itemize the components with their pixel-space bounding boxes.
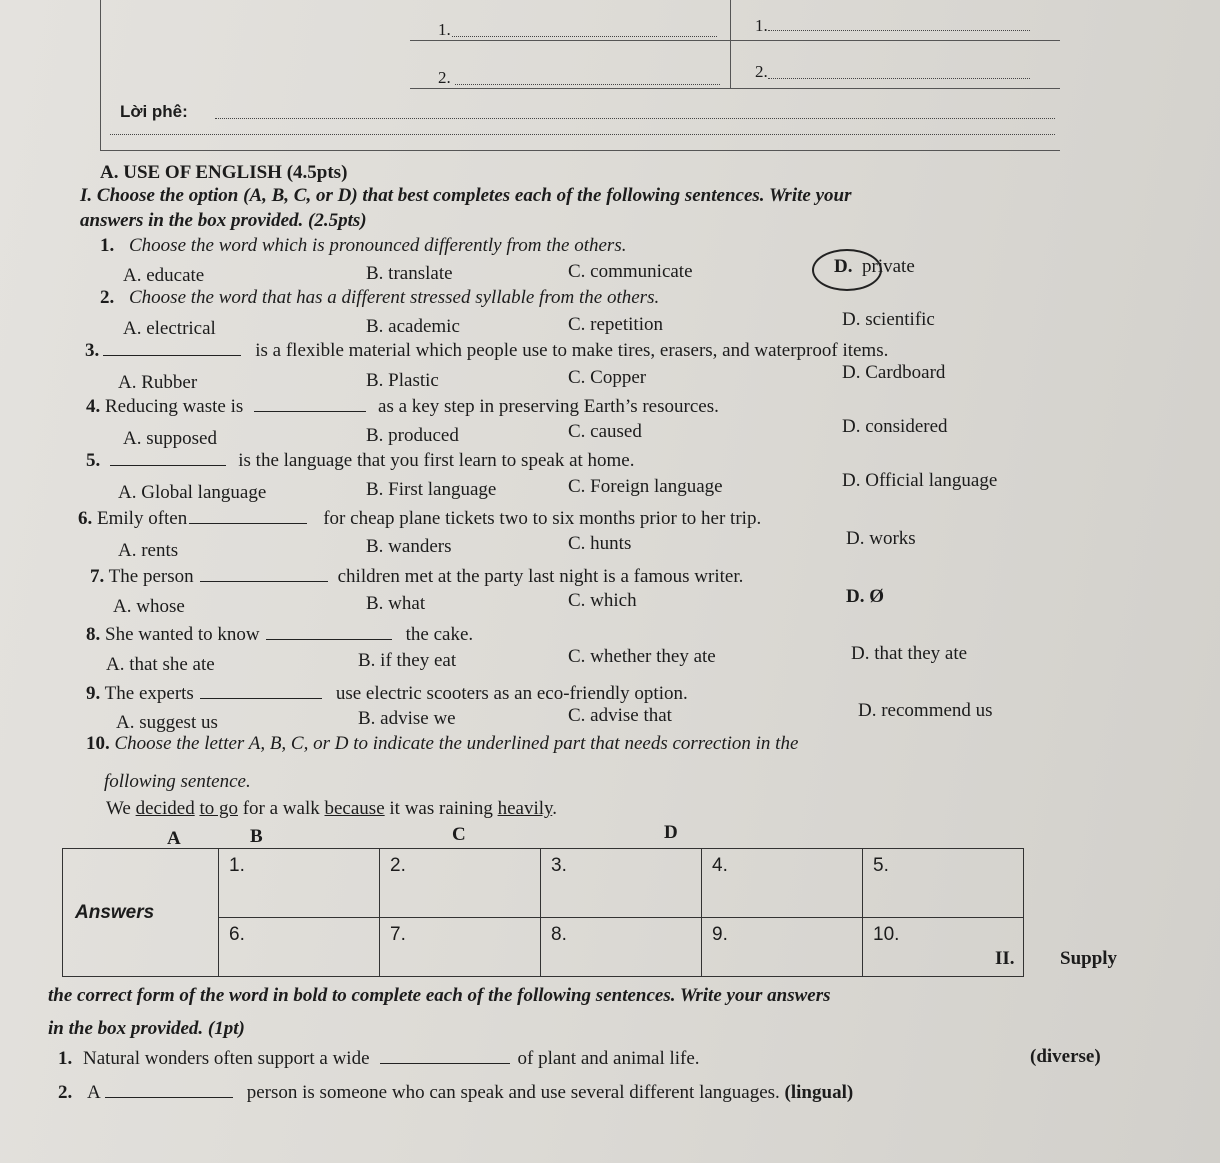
option-c: C. which [568, 590, 637, 611]
option-d: D. works [846, 528, 916, 549]
option-b: B. First language [366, 479, 497, 500]
option-a: A. that she ate [106, 654, 215, 675]
grading-box-row-line [410, 40, 1060, 41]
underlined-d: heavily [497, 798, 553, 819]
answer-blank [380, 1062, 510, 1064]
score-row1-left: 1. [438, 20, 451, 39]
option-d: D. that they ate [851, 643, 968, 664]
answers-label: Answers [63, 849, 219, 977]
option-c: C. Copper [568, 367, 647, 388]
answer-cell[interactable]: 6. [219, 918, 380, 977]
option-b: B. advise we [358, 708, 456, 729]
answer-blank [105, 1096, 233, 1098]
option-d: D. Official language [842, 470, 998, 491]
label-b: B [250, 826, 263, 847]
option-d: D. Ø [846, 586, 884, 607]
option-c: C. Foreign language [568, 476, 723, 497]
option-c: C. repetition [568, 314, 663, 335]
underlined-c: because [324, 798, 385, 819]
grading-box-row-line [410, 88, 1060, 89]
option-d: D. scientific [842, 309, 935, 330]
word-form-item-1: 1. Natural wonders often support a wide of plant and animal life. [58, 1048, 700, 1069]
grading-box-left-border [100, 0, 101, 150]
answer-blank [110, 464, 226, 466]
dotted-line [110, 134, 1055, 135]
question-6: 6. Emily often for cheap plane tickets two to six months prior to her trip. [78, 508, 762, 529]
score-row1-right: 1. [755, 16, 768, 35]
answer-blank [266, 638, 392, 640]
part1-instruction-cont: answers in the box provided. (2.5pts) [80, 210, 367, 231]
answer-cell[interactable]: 7. [380, 918, 541, 977]
dotted-line [768, 78, 1030, 79]
option-d: D. Cardboard [842, 362, 946, 383]
option-c: C. caused [568, 421, 642, 442]
question-5: 5. is the language that you first learn to speak at home. [86, 450, 635, 471]
score-row2-left: 2. [438, 68, 451, 87]
option-a: A. Rubber [118, 372, 198, 393]
question-3: 3. is a flexible material which people use to make tires, erasers, and waterproof items. [85, 340, 889, 361]
keyword-lingual: (lingual) [784, 1082, 854, 1103]
section-title: A. USE OF ENGLISH (4.5pts) [100, 162, 348, 183]
part2-instruction-cont: in the box provided. (1pt) [48, 1018, 245, 1039]
answer-circle [812, 249, 882, 291]
part1-instruction: I. Choose the option (A, B, C, or D) that best completes each of the following sentences. Write your [80, 185, 852, 206]
label-c: C [452, 824, 466, 845]
option-a: A. suggest us [116, 712, 218, 733]
option-b: B. produced [366, 425, 459, 446]
part2-number: II. [995, 948, 1015, 969]
option-d: private [862, 256, 915, 277]
dotted-line [452, 36, 717, 37]
keyword-diverse: (diverse) [1030, 1046, 1101, 1067]
option-a: A. supposed [123, 428, 217, 449]
question-10: 10. Choose the letter A, B, C, or D to indicate the underlined part that needs correction in the [86, 733, 799, 754]
option-c: C. whether they ate [568, 646, 716, 667]
option-a: A. electrical [123, 318, 216, 339]
answer-cell[interactable]: 10. [863, 918, 1024, 977]
answer-blank [189, 522, 307, 524]
label-d: D [664, 822, 678, 843]
grading-box [100, 0, 1060, 151]
answer-cell[interactable]: 9. [702, 918, 863, 977]
question-7: 7. The person children met at the party last night is a famous writer. [90, 566, 744, 587]
question-8: 8. She wanted to know the cake. [86, 624, 474, 645]
answer-blank [254, 410, 366, 412]
dotted-line [768, 30, 1030, 31]
option-a: A. rents [118, 540, 179, 561]
answers-table [62, 848, 1024, 977]
teacher-comment-label: Lời phê: [120, 102, 188, 121]
dotted-line [215, 118, 1055, 119]
question-4: 4. Reducing waste is as a key step in preserving Earth’s resources. [86, 396, 719, 417]
score-row2-right: 2. [755, 62, 768, 81]
option-b: B. what [366, 593, 426, 614]
label-a: A [167, 828, 181, 849]
question-10-instruction-cont: following sentence. [104, 771, 251, 792]
option-b: B. wanders [366, 536, 452, 557]
option-c: C. communicate [568, 261, 693, 282]
question-9: 9. The experts use electric scooters as an eco-friendly option. [86, 683, 688, 704]
answer-cell[interactable]: 4. [702, 849, 863, 918]
answer-blank [200, 580, 328, 582]
answer-blank [103, 354, 241, 356]
answer-cell[interactable]: 2. [380, 849, 541, 918]
correction-sentence: We decided to go for a walk because it was raining heavily. [106, 798, 558, 819]
option-a: A. educate [123, 265, 205, 286]
question-1: 1. Choose the word which is pronounced differently from the others. [100, 235, 627, 256]
option-b: B. if they eat [358, 650, 457, 671]
answer-cell[interactable]: 1. [219, 849, 380, 918]
option-c: C. hunts [568, 533, 632, 554]
part2-supply: Supply [1060, 948, 1118, 969]
option-d: D. recommend us [858, 700, 993, 721]
option-b: B. academic [366, 316, 460, 337]
grading-box-divider [730, 0, 731, 88]
answer-cell[interactable]: 5. [863, 849, 1024, 918]
option-a: A. Global language [118, 482, 267, 503]
option-d-letter: D. [834, 256, 853, 277]
dotted-line [455, 84, 720, 85]
word-form-item-2: 2. A person is someone who can speak and use several different languages. (lingual) [58, 1082, 854, 1103]
option-c: C. advise that [568, 705, 672, 726]
underlined-b: to go [199, 798, 238, 819]
question-2: 2. Choose the word that has a different stressed syllable from the others. [100, 287, 660, 308]
option-b: B. Plastic [366, 370, 439, 391]
part2-instruction: the correct form of the word in bold to complete each of the following sentences. Write your answers [48, 985, 831, 1006]
answer-cell[interactable]: 8. [541, 918, 702, 977]
option-b: B. translate [366, 263, 453, 284]
option-d: D. considered [842, 416, 948, 437]
option-a: A. whose [113, 596, 185, 617]
underlined-a: decided [135, 798, 195, 819]
answer-blank [200, 697, 322, 699]
answer-cell[interactable]: 3. [541, 849, 702, 918]
